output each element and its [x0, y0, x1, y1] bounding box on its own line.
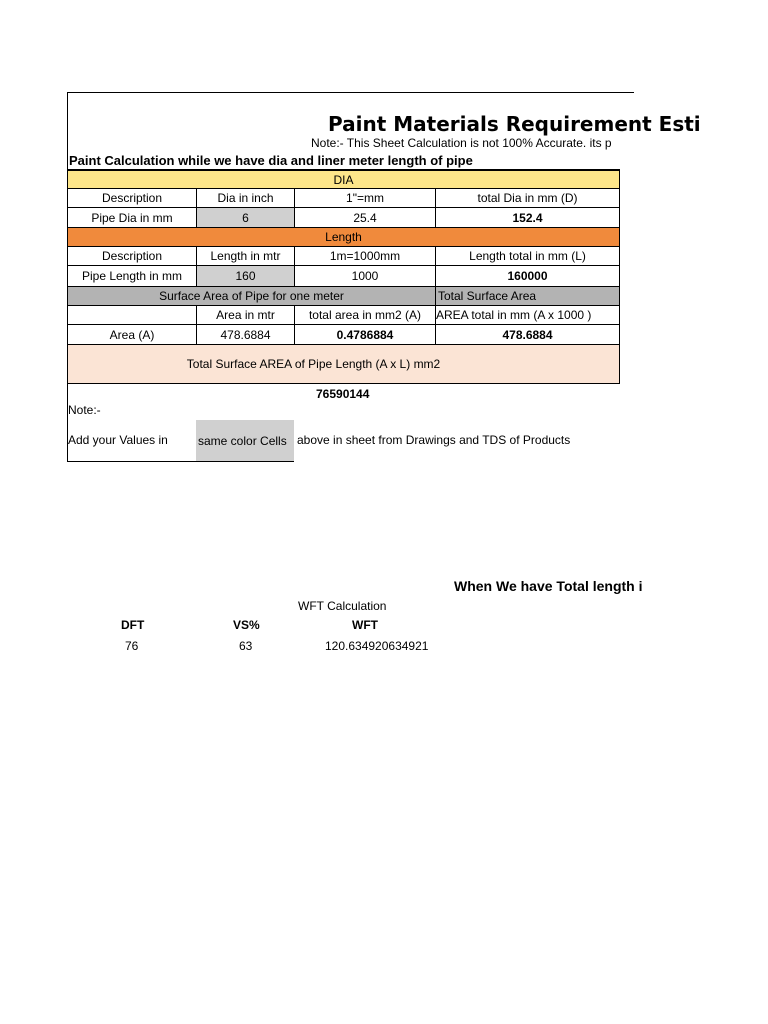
wft-value-vs: 63 [239, 639, 253, 653]
note-prefix: Add your Values in [68, 433, 168, 447]
frame-top-line [67, 92, 634, 93]
dia-header: DIA [67, 170, 620, 189]
dia-total-cell: 152.4 [435, 207, 620, 228]
surface-area-mtr-cell: 478.6884 [196, 324, 295, 345]
surface-total-header: Total Surface Area [435, 286, 620, 306]
dia-col-description: Description [67, 188, 197, 208]
wft-header-wft: WFT [352, 618, 378, 632]
page-title: Paint Materials Requirement Esti [328, 112, 701, 136]
dia-factor-cell: 25.4 [294, 207, 436, 228]
length-total-cell: 160000 [435, 265, 620, 287]
wft-value-wft: 120.634920634921 [325, 639, 429, 653]
surface-header: Surface Area of Pipe for one meter [67, 286, 436, 306]
second-heading: When We have Total length i [454, 578, 643, 594]
length-col-factor: 1m=1000mm [294, 246, 436, 266]
length-input-cell[interactable]: 160 [196, 265, 295, 287]
wft-header-dft: DFT [121, 618, 145, 632]
total-surface-label: Total Surface AREA of Pipe Length (A x L) mm2 [67, 344, 620, 384]
wft-header-vs: VS% [233, 618, 260, 632]
wft-value-dft: 76 [125, 639, 139, 653]
dia-col-inch: Dia in inch [196, 188, 295, 208]
note-highlight-cell: same color Cells [196, 420, 294, 461]
dia-input-cell[interactable]: 6 [196, 207, 295, 228]
length-col-description: Description [67, 246, 197, 266]
surface-col-mtr: Area in mtr [196, 305, 295, 325]
surface-area-mm2-cell: 0.4786884 [294, 324, 436, 345]
surface-row-label: Area (A) [67, 324, 197, 345]
dia-row-label: Pipe Dia in mm [67, 207, 197, 228]
length-col-total: Length total in mm (L) [435, 246, 620, 266]
length-factor-cell: 1000 [294, 265, 436, 287]
surface-col-total: AREA total in mm (A x 1000 ) [435, 305, 620, 325]
surface-col-mm2: total area in mm2 (A) [294, 305, 436, 325]
length-col-mtr: Length in mtr [196, 246, 295, 266]
section-heading: Paint Calculation while we have dia and liner meter length of pipe [67, 152, 620, 170]
dia-col-factor: 1"=mm [294, 188, 436, 208]
length-header: Length [67, 227, 620, 247]
surface-col-blank [67, 305, 197, 325]
note-bottom-line [67, 461, 294, 462]
length-row-label: Pipe Length in mm [67, 265, 197, 287]
note-top: Note:- This Sheet Calculation is not 100% Accurate. its p [311, 136, 612, 150]
note-suffix: above in sheet from Drawings and TDS of Products [297, 433, 571, 447]
dia-col-total: total Dia in mm (D) [435, 188, 620, 208]
note-label: Note:- [68, 403, 101, 417]
wft-title: WFT Calculation [298, 599, 387, 613]
surface-total-cell: 478.6884 [435, 324, 620, 345]
total-surface-value: 76590144 [316, 387, 370, 401]
